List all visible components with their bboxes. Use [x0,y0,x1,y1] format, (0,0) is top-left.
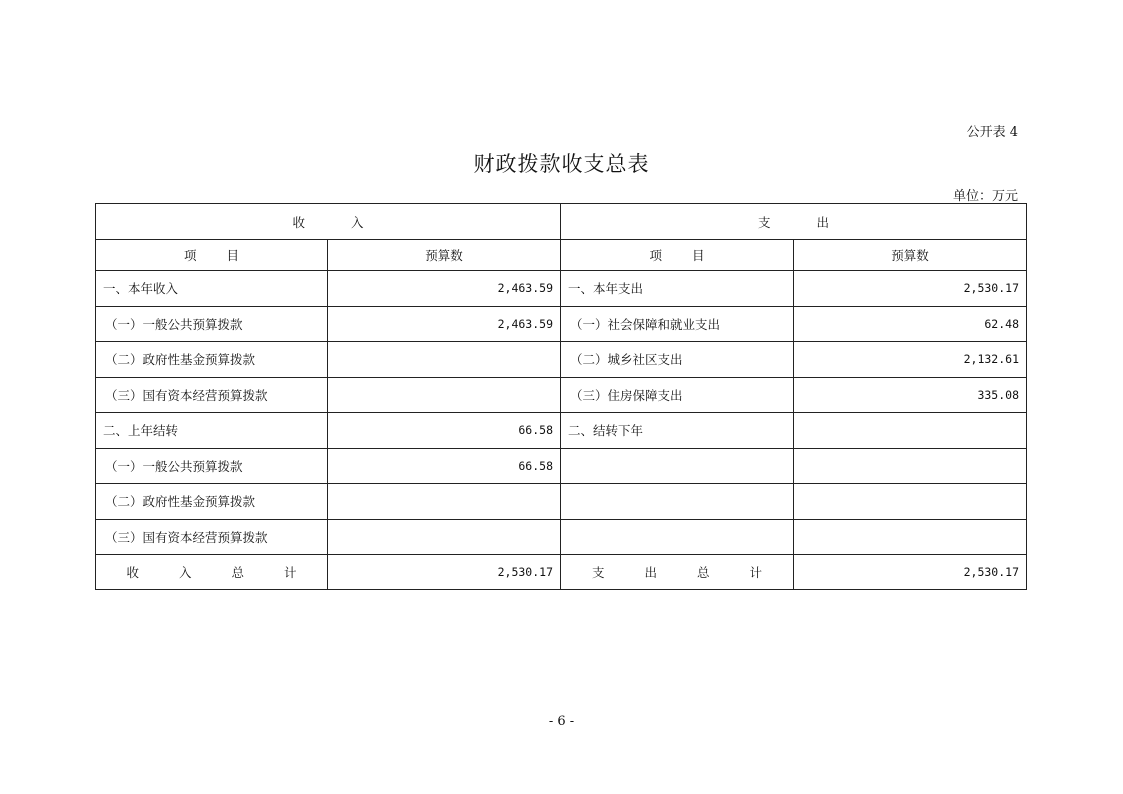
income-item-header [96,240,328,271]
income-item: （一）一般公共预算拨款 [96,306,328,342]
expense-total-label [561,555,794,590]
total-row [96,555,1027,590]
table-row [96,342,1027,378]
income-header-char-2: 入 [351,214,364,230]
income-total-label [96,555,328,590]
income-item: （一）一般公共预算拨款 [96,448,328,484]
expense-value: 62.48 [794,306,1027,342]
table-row [96,484,1027,520]
expense-value: 335.08 [794,377,1027,413]
income-total-char: 收 [126,565,139,580]
expense-header-char-1: 支 [757,214,771,230]
expense-item [561,448,794,484]
unit-label: 单位：万元 [952,189,1018,204]
income-value [328,377,561,413]
budget-table [95,203,1027,590]
income-item: 二、上年结转 [96,413,328,449]
expense-value [794,519,1027,555]
income-value: 2,463.59 [328,306,561,342]
expense-item: （二）城乡社区支出 [561,342,794,378]
income-value: 66.58 [328,448,561,484]
income-header-char-1: 收 [292,214,305,230]
page-title: 财政拨款收支总表 [473,152,650,176]
income-total-char: 总 [231,565,245,580]
table-row [96,413,1027,449]
income-item: 一、本年收入 [96,271,328,307]
expense-total-char: 支 [591,565,605,580]
expense-header-char-2: 出 [816,214,830,230]
expense-item: （三）住房保障支出 [561,377,794,413]
expense-value [794,484,1027,520]
income-value [328,484,561,520]
expense-item [561,519,794,555]
income-value [328,342,561,378]
income-item: （二）政府性基金预算拨款 [96,342,328,378]
income-value [328,519,561,555]
expense-item-header [561,240,794,271]
item-header-char-1: 项 [183,248,197,263]
income-total-char: 入 [178,565,192,580]
form-number: 公开表 4 [966,125,1018,140]
income-header [96,204,561,240]
expense-value: 2,530.17 [794,271,1027,307]
income-total-value: 2,530.17 [328,555,561,590]
expense-total-char: 出 [644,565,657,580]
income-item: （二）政府性基金预算拨款 [96,484,328,520]
table-row [96,271,1027,307]
item-header-char-2: 目 [226,248,240,263]
page-number: - 6 - [548,714,575,729]
subheader-row [96,240,1027,271]
expense-total-char: 总 [697,565,710,580]
table-row [96,519,1027,555]
income-item: （三）国有资本经营预算拨款 [96,377,328,413]
table-row [96,448,1027,484]
expense-value [794,413,1027,449]
expense-total-value: 2,530.17 [794,555,1027,590]
table-row [96,306,1027,342]
expense-budget-header: 预算数 [794,240,1027,271]
expense-item [561,484,794,520]
header-row [96,204,1027,240]
income-item: （三）国有资本经营预算拨款 [96,519,328,555]
income-value: 66.58 [328,413,561,449]
expense-item: 二、结转下年 [561,413,794,449]
table-row [96,377,1027,413]
expense-item: （一）社会保障和就业支出 [561,306,794,342]
item-header-char-1: 项 [649,248,662,263]
expense-value [794,448,1027,484]
income-total-char: 计 [284,565,297,580]
expense-item: 一、本年支出 [561,271,794,307]
expense-value: 2,132.61 [794,342,1027,378]
expense-total-char: 计 [749,565,763,580]
expense-header [561,204,1027,240]
item-header-char-2: 目 [692,248,705,263]
income-value: 2,463.59 [328,271,561,307]
income-budget-header: 预算数 [328,240,561,271]
